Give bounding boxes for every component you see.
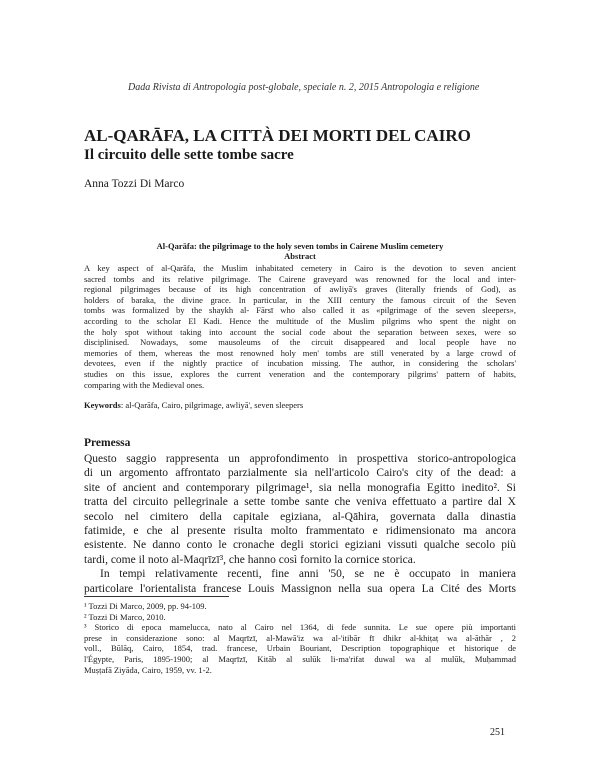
page-number: 251 xyxy=(490,727,505,738)
section-heading: Premessa xyxy=(84,437,131,449)
abstract-line: sacred tombs and its relative pilgrimage. The Cairene graveyard was renowned for the local and inter- xyxy=(84,273,516,284)
abstract-line: memories of them, whereas the most renowned holy men' tombs are still venerated by a large crowd of xyxy=(84,347,516,358)
abstract-line: the holy spot without taking into account the social code about the separation between sexes, were so xyxy=(84,326,516,337)
body-line: In tempi relativamente recenti, fine anni '50, se ne è occupato in maniera xyxy=(100,568,516,581)
abstract-heading: Abstract xyxy=(284,251,316,261)
footnote-line: l'Égypte, Paris, 1895-1900; al Maqrīzī, Kitāb al sulūk li-ma'rifat duwal wa al mulūk, Muḥammad xyxy=(84,653,516,664)
keywords xyxy=(84,400,303,410)
keywords-label: Keywords xyxy=(84,400,121,410)
abstract-line: according to the scholar El Kadi. Hence the multitude of the Muslim pilgrims who spent the night on xyxy=(84,315,516,326)
body-line: esistente. Ne danno conto le cronache degli storici egiziani vissuti qualche secolo più xyxy=(84,539,516,552)
body-line: Questo saggio rappresenta un approfondimento in prospettiva storico-antropologica xyxy=(84,453,516,465)
footnotes xyxy=(84,601,516,675)
abstract-line: devotees, even if the nightly practice of incubation missing. The author, in considering the scholars' xyxy=(84,358,516,369)
body-line: fatimide, e che al presente risulta molto frammentato e ridimensionato ma ancora xyxy=(84,524,516,537)
keywords-list: : al-Qarāfa, Cairo, pilgrimage, awliyā', seven sleepers xyxy=(120,400,304,410)
body-line: di un argomento affrontato parzialmente sia nell'articolo Cairo's city of the dead: a xyxy=(84,467,516,480)
footnote-line: Muṣṭafā Ziyāda, Cairo, 1959, vv. 1-2. xyxy=(84,664,212,675)
footnote-1[interactable]: ¹ Tozzi Di Marco, 2009, pp. 94-109. xyxy=(84,601,207,611)
abstract-heading-block xyxy=(84,241,516,261)
abstract-line: comparing with the Medieval ones. xyxy=(84,379,205,390)
body-line: tardi, come il noto al-Maqrīzī³, che hanno così fornito la cornice storica. xyxy=(84,553,416,566)
footnote-divider xyxy=(84,596,229,597)
abstract-line: tombs was formalized by the shaykh al- Fārsī who also called it as «pilgrimage of the seven sleepers», xyxy=(84,305,516,316)
abstract-line: regional pilgrimages because of its high concentration of awliyā's graves (literally friends of God), as xyxy=(84,284,516,295)
body-line: secolo nel cimitero della capitale egiziana, al-Qāhira, governata dalla dinastia xyxy=(84,510,516,523)
abstract-text xyxy=(84,263,516,390)
author-name: Anna Tozzi Di Marco xyxy=(84,178,185,190)
abstract-line: disciplinised. Nowadays, some mausoleums of the circuit disappeared and local people have no xyxy=(84,337,516,348)
body-text xyxy=(84,452,516,596)
body-line: tratta del circuito pellegrinale a sette tombe sante che veniva effettuato a partire dal X xyxy=(84,496,516,509)
abstract-line: A key aspect of al-Qarāfa, the Muslim inhabitated cemetery in Cairo is the devotion to seven ancient xyxy=(84,263,516,273)
body-line: particolare l'orientalista francese Louis Massignon nella sua opera La Cité des Morts xyxy=(84,582,516,595)
abstract-english-title: Al-Qarāfa: the pilgrimage to the holy seven tombs in Cairene Muslim cemetery xyxy=(156,241,444,251)
body-line: site of ancient and contemporary pilgrimage¹, sia nella monografia Egitto inedito². Si xyxy=(84,481,516,494)
article-title: AL-QARĀFA, LA CITTÀ DEI MORTI DEL CAIRO xyxy=(84,126,471,145)
journal-header: Dada Rivista di Antropologia post-globale, speciale n. 2, 2015 Antropologia e religione xyxy=(128,82,480,93)
footnote-line: voll., Būlāq, Cairo, 1854, trad. francese, Urbain Bouriant, Description topographique et historique de xyxy=(84,643,516,654)
footnote-2[interactable]: ² Tozzi Di Marco, 2010. xyxy=(84,611,166,622)
abstract-line: holders of baraka, the divine grace. In particular, in the XIII century the famous circuit of the Seven xyxy=(84,294,516,305)
footnote-3[interactable]: ³ Storico di epoca mamelucca, nato al Cairo nel 1364, di fede sunnita. Le sue opere più importanti xyxy=(84,622,516,633)
footnote-line: prese in considerazione sono: al Maqrīzī, al-Mawā'iz wa al-'itibār fī dhikr al-khiṭaṭ wa al-āthār , 2 xyxy=(84,632,516,643)
abstract-line: studies on this issue, explores the current veneration and the contemporary pilgrims' pattern of habits, xyxy=(84,368,516,379)
article-subtitle: Il circuito delle sette tombe sacre xyxy=(84,147,294,163)
